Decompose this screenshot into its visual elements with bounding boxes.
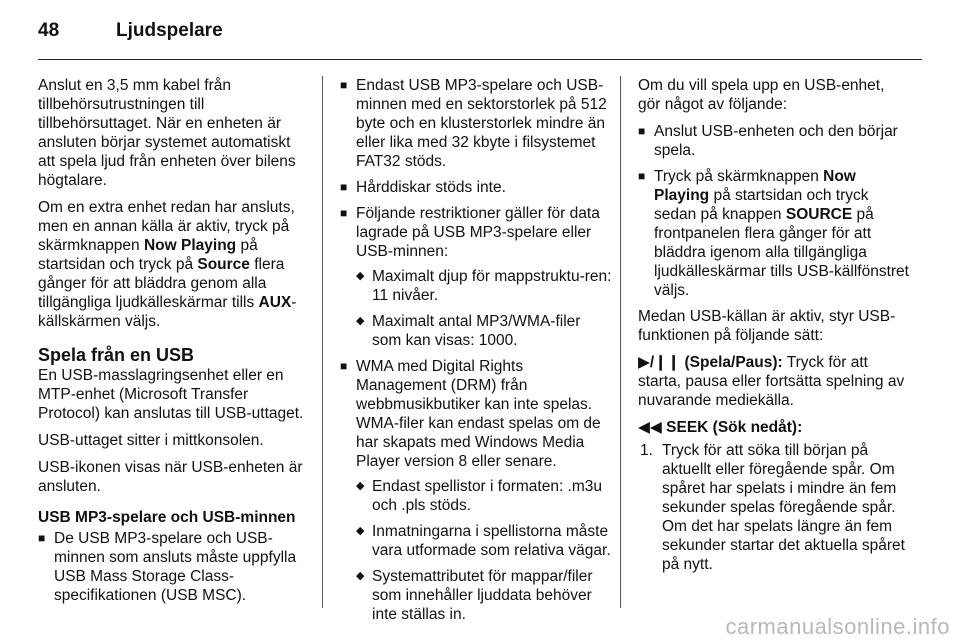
- diamond-bullet-icon: ◆: [356, 525, 365, 537]
- list-item: ■ Anslut USB-enheten och den börjar spela.: [638, 123, 898, 159]
- page-header: [38, 20, 223, 50]
- sub-list-item: ◆ Endast spellistor i formaten: .m3u och .pls stöds.: [356, 478, 603, 514]
- source-label: Source: [197, 256, 250, 273]
- diamond-bullet-icon: ◆: [356, 270, 365, 282]
- usb-requirements-list: [38, 529, 310, 605]
- page-number: 48: [38, 20, 60, 41]
- sub-list-item: ◆ Maximalt djup för mappstruktu-ren: 11 nivåer.: [356, 268, 612, 304]
- square-bullet-icon: ■: [340, 78, 348, 92]
- square-bullet-icon: ■: [38, 531, 46, 545]
- diamond-bullet-icon: ◆: [356, 480, 365, 492]
- rewind-icon: ◀◀: [638, 419, 662, 436]
- seek-steps-list: [638, 441, 910, 574]
- usb-icon-paragraph: USB-ikonen visas när USB-enheten är ansluten.: [38, 459, 303, 495]
- source-button-label: SOURCE: [785, 206, 853, 223]
- usb-play-intro: Om du vill spela upp en USB-enhet, gör något av följande:: [638, 77, 885, 113]
- column-2: [340, 76, 612, 631]
- column-divider-1: [322, 76, 323, 608]
- page-title: Ljudspelare: [116, 20, 223, 41]
- diamond-bullet-icon: ◆: [356, 570, 365, 582]
- aux-source-paragraph: Om en extra enhet redan har ansluts, men en annan källa är aktiv, tryck på skärmknappen Now Playing på startsidan och tryck på Source flera gånger för att bläddra genom alla tillgängliga ljudkälleskärmar tills AUX-källskärmen väljs.: [38, 199, 297, 330]
- sub-heading-usb-mp3: USB MP3-spelare och USB-minnen: [38, 509, 296, 526]
- diamond-bullet-icon: ◆: [356, 315, 365, 327]
- square-bullet-icon: ■: [340, 180, 348, 194]
- header-rule: [38, 59, 922, 60]
- aux-intro-paragraph: Anslut en 3,5 mm kabel från tillbehörsutrustningen till tillbehörsuttaget. När en enheten är ansluten börjar systemet automatiskt att spela ljud från enheten över bilens högtalare.: [38, 77, 296, 189]
- column-1: [38, 76, 310, 612]
- sub-list: [356, 477, 612, 624]
- square-bullet-icon: ■: [340, 206, 348, 220]
- section-heading-usb: Spela från en USB: [38, 345, 195, 365]
- play-pause-paragraph: ▶/❙❙ (Spela/Paus): Tryck för att starta, pausa eller fortsätta spelning av nuvarande mediekälla.: [638, 354, 905, 409]
- square-bullet-icon: ■: [638, 124, 646, 138]
- usb-control-intro: Medan USB-källan är aktiv, styr USB-funktionen på följande sätt:: [638, 308, 896, 344]
- now-playing-label: Now Playing: [654, 168, 856, 204]
- list-item: ■ Hårddiskar stöds inte.: [340, 179, 506, 196]
- sub-list-item: ◆ Maximalt antal MP3/WMA-filer som kan visas: 1000.: [356, 313, 581, 349]
- usb-location-paragraph: USB-uttaget sitter i mittkonsolen.: [38, 432, 264, 449]
- seek-heading: ◀◀ SEEK (Sök nedåt):: [638, 419, 803, 436]
- column-divider-2: [620, 76, 621, 608]
- list-item: ■ Följande restriktioner gäller för data lagrade på USB MP3-spelare eller USB-minnen: ◆ Maximalt djup för mappstruktu-ren: 11 nivåer. ◆ Maximalt antal MP3/WMA-filer som kan visas: 1000.: [340, 205, 612, 349]
- sub-list: [356, 267, 612, 350]
- list-item: ■ Endast USB MP3-spelare och USB-minnen med en sektorstorlek på 512 byte och en klusterstorlek mindre än eller lika med 32 kbyte i filsystemet FAT32 stöds.: [340, 77, 607, 170]
- sub-list-item: ◆ Systemattributet för mappar/filer som innehåller ljuddata behöver inte ställas in.: [356, 568, 593, 623]
- list-item: ■ WMA med Digital Rights Management (DRM) från webbmusikbutiker kan inte spelas. WMA-filer kan endast spelas om de har skapats med Windows Media Player version 8 eller senare. ◆ Endast spellistor i formaten: .m3u och .pls stöds. ◆ Inmatningarna i spellistorna måste vara utformade som relativa vägar. ◆ Systemattributet för mappar/filer som innehåller ljuddata behöver inte ställas in.: [340, 358, 611, 623]
- watermark: carmanualsonline.info: [725, 614, 950, 639]
- sub-list-item: ◆ Inmatningarna i spellistorna måste vara utformade som relativa vägar.: [356, 523, 611, 559]
- play-pause-label: (Spela/Paus):: [684, 354, 783, 371]
- now-playing-label: Now Playing: [143, 237, 237, 254]
- usb-restrictions-list: [340, 76, 612, 624]
- play-pause-icon: ▶/❙❙: [638, 354, 681, 371]
- list-item: ■ Tryck på skärmknappen Now Playing på startsidan och tryck sedan på knappen SOURCE på frontpanelen flera gånger för att bläddra igenom alla tillgängliga ljudkälleskärmar tills USB-källfönstret väljs.: [638, 168, 909, 299]
- list-item: 1. Tryck för att söka till början på aktuellt eller föregående spår. Om spåret har spelats i mindre än fem sekunder spelas föregående spår. Om det har spelats längre än fem sekunder startar det aktuella spåret på nytt.: [640, 442, 905, 573]
- usb-play-options-list: [638, 122, 910, 300]
- usb-intro-paragraph: En USB-masslagringsenhet eller en MTP-enhet (Microsoft Transfer Protocol) kan anslutas till USB-uttaget.: [38, 367, 304, 422]
- square-bullet-icon: ■: [340, 359, 348, 373]
- column-3: [638, 76, 910, 574]
- list-item: ■ De USB MP3-spelare och USB-minnen som ansluts måste uppfylla USB Mass Storage Class-specifikationen (USB MSC).: [38, 530, 297, 604]
- aux-label: AUX: [258, 294, 292, 311]
- square-bullet-icon: ■: [638, 169, 646, 183]
